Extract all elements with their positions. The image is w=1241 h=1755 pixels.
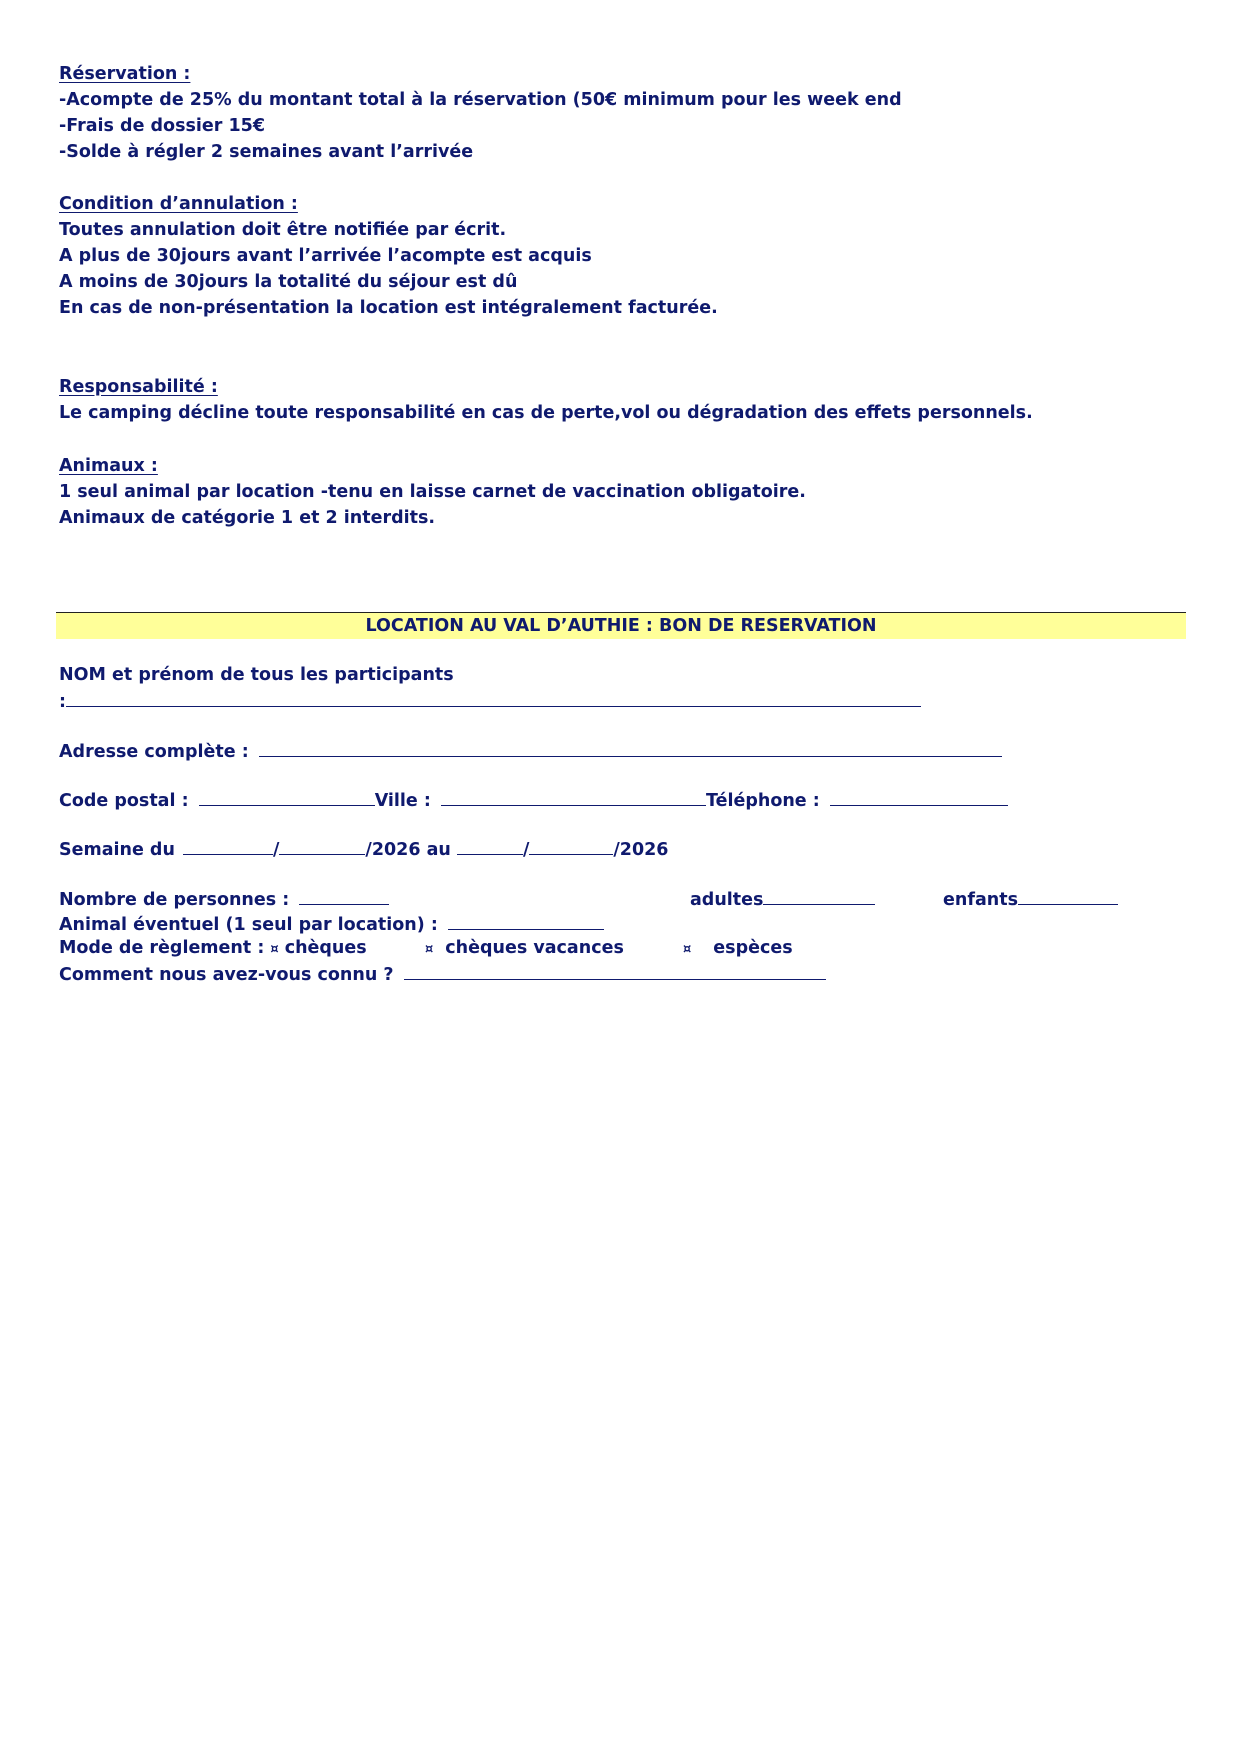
week-start-month-field[interactable] — [279, 836, 365, 855]
payment-option-especes: espèces — [713, 938, 793, 958]
week-year-end: /2026 — [613, 840, 669, 860]
referral-label: Comment nous avez-vous connu ? — [59, 965, 394, 985]
reservation-line: -Solde à régler 2 semaines avant l’arrivée — [59, 142, 474, 162]
week-label: Semaine du — [59, 840, 175, 860]
referral-row — [59, 961, 826, 987]
week-row — [59, 836, 669, 862]
persons-field[interactable] — [299, 886, 389, 905]
checkbox-icon[interactable]: ¤ — [683, 942, 692, 957]
annulation-heading: Condition d’annulation : — [59, 194, 298, 214]
responsabilite-section — [59, 374, 1033, 426]
referral-field[interactable] — [404, 961, 826, 980]
city-field[interactable] — [441, 787, 706, 806]
annulation-section — [59, 191, 718, 321]
address-row — [59, 738, 1002, 764]
city-label: Ville : — [374, 791, 431, 811]
payment-option-cheques-vacances: chèques vacances — [445, 938, 624, 958]
animal-field[interactable] — [448, 911, 604, 930]
animaux-line: Animaux de catégorie 1 et 2 interdits. — [59, 508, 436, 528]
payment-option-group — [683, 936, 793, 962]
participants-colon: : — [59, 692, 66, 712]
children-group — [943, 886, 1118, 912]
address-label: Adresse complète : — [59, 742, 249, 762]
week-end-month-field[interactable] — [529, 836, 613, 855]
payment-label: Mode de règlement : — [59, 938, 265, 958]
week-end-day-field[interactable] — [457, 836, 523, 855]
checkbox-icon[interactable]: ¤ — [425, 942, 434, 957]
week-start-day-field[interactable] — [183, 836, 273, 855]
responsabilite-line: Le camping décline toute responsabilité en cas de perte,vol ou dégradation des effets personnels. — [59, 403, 1033, 423]
animaux-section — [59, 453, 806, 531]
reservation-line: -Acompte de 25% du montant total à la réservation (50€ minimum pour les week end — [59, 90, 902, 110]
children-field[interactable] — [1018, 886, 1118, 905]
responsabilite-heading: Responsabilité : — [59, 377, 218, 397]
week-slash: / — [522, 840, 530, 860]
children-label: enfants — [943, 890, 1018, 910]
week-slash: / — [273, 840, 280, 860]
annulation-line: A plus de 30jours avant l’arrivée l’acompte est acquis — [59, 246, 592, 266]
payment-option-group — [425, 936, 624, 962]
adults-field[interactable] — [763, 886, 875, 905]
reservation-line: -Frais de dossier 15€ — [59, 116, 266, 136]
postal-label: Code postal : — [59, 791, 189, 811]
participants-field[interactable] — [66, 688, 921, 707]
week-year-au: /2026 au — [365, 840, 451, 860]
participants-label: NOM et prénom de tous les participants — [59, 665, 454, 685]
adults-group — [690, 886, 875, 912]
participants-row — [59, 688, 921, 714]
payment-option-cheques: chèques — [284, 938, 367, 958]
animaux-heading: Animaux : — [59, 456, 158, 476]
reservation-section — [59, 61, 902, 165]
payment-row — [59, 936, 367, 962]
phone-field[interactable] — [830, 787, 1008, 806]
annulation-line: Toutes annulation doit être notifiée par écrit. — [59, 220, 507, 240]
reservation-heading: Réservation : — [59, 64, 191, 84]
annulation-line: En cas de non-présentation la location est intégralement facturée. — [59, 298, 718, 318]
postal-city-phone-row — [59, 787, 1008, 813]
animal-row — [59, 911, 604, 937]
animal-label: Animal éventuel (1 seul par location) : — [59, 915, 438, 935]
phone-label: Téléphone : — [705, 791, 820, 811]
checkbox-icon[interactable]: ¤ — [270, 942, 279, 957]
address-field[interactable] — [259, 738, 1002, 757]
adults-label: adultes — [690, 890, 764, 910]
form-title-banner: LOCATION AU VAL D’AUTHIE : BON DE RESERVATION — [56, 612, 1186, 639]
postal-field[interactable] — [199, 787, 375, 806]
annulation-line: A moins de 30jours la totalité du séjour est dû — [59, 272, 518, 292]
persons-label: Nombre de personnes : — [59, 890, 290, 910]
animaux-line: 1 seul animal par location -tenu en laisse carnet de vaccination obligatoire. — [59, 482, 806, 502]
persons-row — [59, 886, 389, 912]
